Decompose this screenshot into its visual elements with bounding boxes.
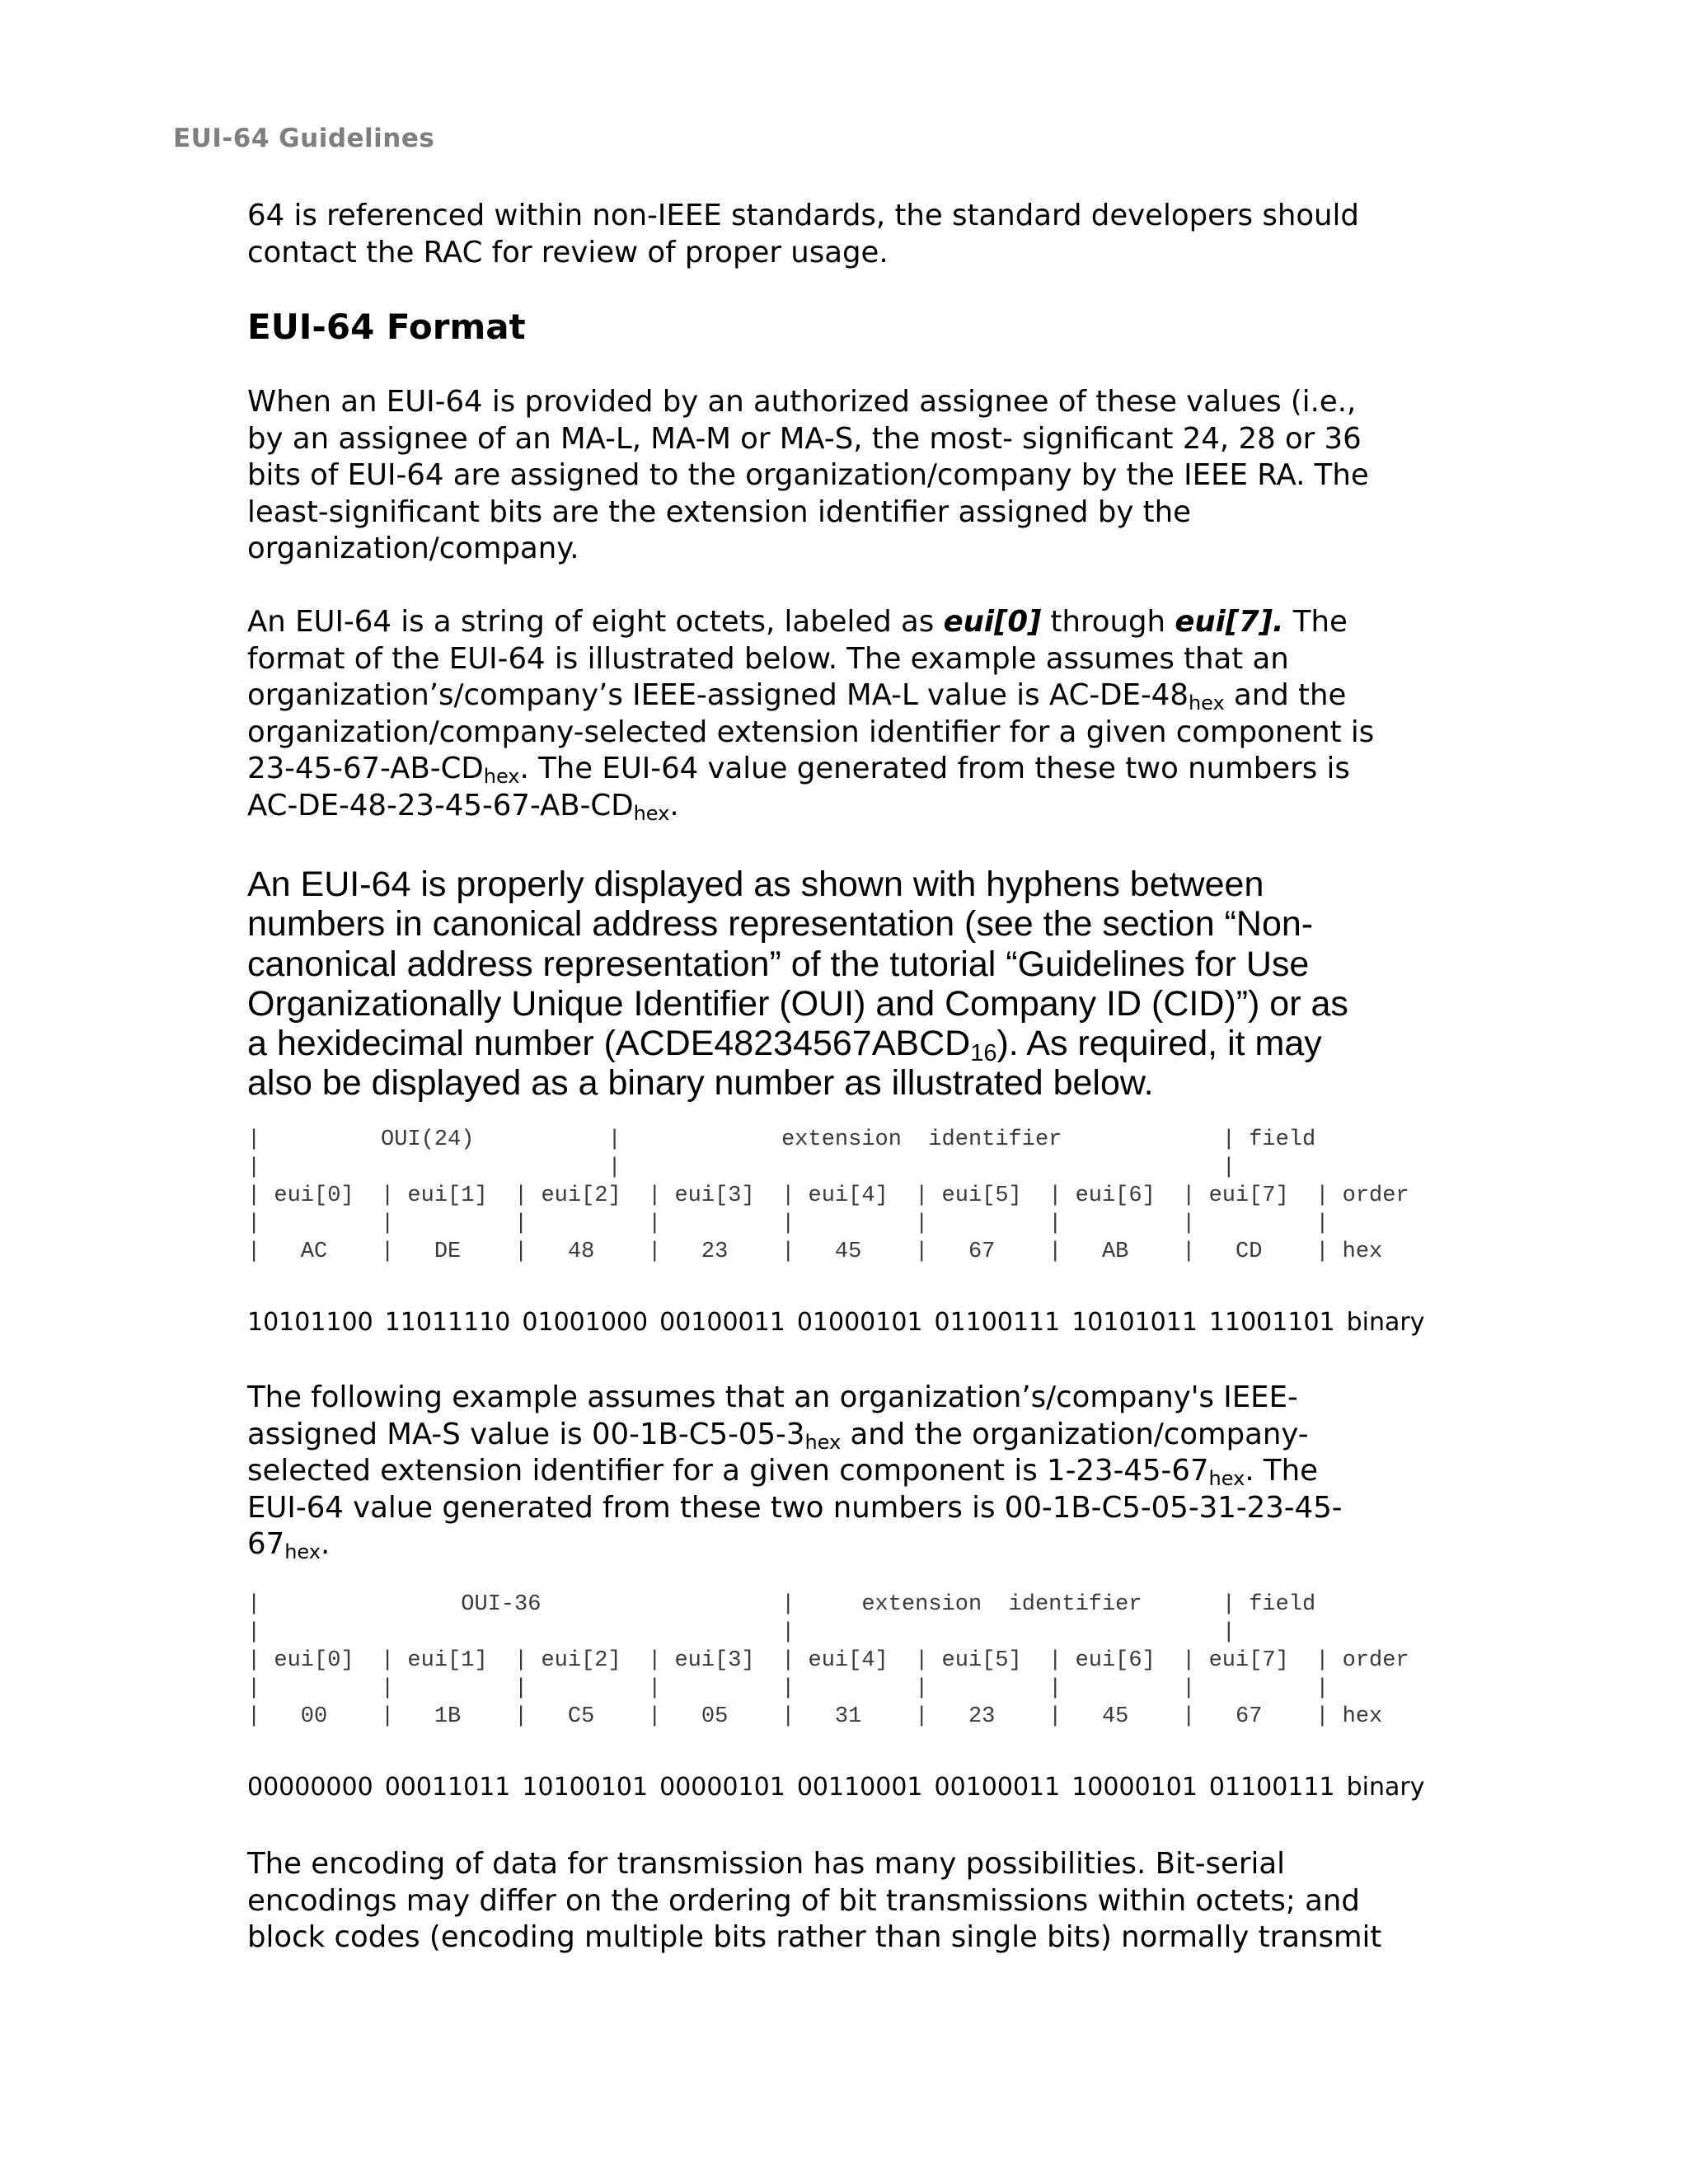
text-line: canonical address representation” of the tutorial “Guidelines for Use bbox=[247, 944, 1310, 984]
text-line: also be displayed as a binary number as illustrated below. bbox=[247, 1063, 1154, 1104]
table-row: | eui[0] | eui[1] | eui[2] | eui[3] | eui[4] | eui[5] | eui[6] | eui[7] | order bbox=[247, 1648, 1409, 1673]
binary-label: binary bbox=[1346, 1308, 1425, 1337]
text-line: format of the EUI-64 is illustrated below. The example assumes that an bbox=[247, 641, 1289, 676]
table-row: | | | | | | | | | bbox=[247, 1212, 1329, 1236]
text-line: EUI-64 value generated from these two numbers is 00-1B-C5-05-31-23-45- bbox=[247, 1490, 1343, 1525]
text-line: assigned MA-S value is $00-1B-C5-05-3_{hex}$ and the organization/company- bbox=[247, 1417, 1309, 1454]
text-line: organization/company-selected extension identifier for a given component is bbox=[247, 715, 1375, 749]
table-row: | | | bbox=[247, 1155, 1236, 1180]
table-row: | OUI(24) | extension identifier | field bbox=[247, 1127, 1316, 1152]
binary-octet: 00100011 bbox=[934, 1773, 1061, 1802]
binary-octet: 00000101 bbox=[659, 1773, 785, 1802]
binary-octet: 01100111 bbox=[1208, 1773, 1335, 1802]
format-paragraph bbox=[247, 384, 1434, 568]
text-line: by an assignee of an MA-L, MA-M or MA-S, the most- significant 24, 28 or 36 bbox=[247, 421, 1362, 456]
text-line: An EUI-64 is a string of eight octets, labeled as eui[0] through eui[7]. The bbox=[247, 605, 1348, 639]
binary-label: binary bbox=[1346, 1773, 1425, 1802]
text-line: The encoding of data for transmission has many possibilities. Bit-serial bbox=[247, 1847, 1285, 1881]
text-line: selected extension identifier for a given component is $1-23-45-67_{hex}$. The bbox=[247, 1454, 1318, 1491]
binary-octet: 10101100 bbox=[247, 1308, 373, 1337]
binary-octet: 00000000 bbox=[247, 1773, 373, 1802]
binary-octet: 00100011 bbox=[659, 1308, 785, 1337]
text-line: encodings may differ on the ordering of bit transmissions within octets; and bbox=[247, 1883, 1360, 1918]
text-line: $23-45-67-AB-CD_{hex}$. The EUI-64 value generated from these two numbers is bbox=[247, 752, 1350, 789]
text-line: 64 is referenced within non-IEEE standards, the standard developers should bbox=[247, 199, 1359, 232]
text-line: contact the RAC for review of proper usage. bbox=[247, 235, 889, 269]
table-row: | 00 | 1B | C5 | 05 | 31 | 23 | 45 | 67 | hex bbox=[247, 1704, 1383, 1729]
binary-octet: 11011110 bbox=[384, 1308, 511, 1337]
table-row: | | | | | | | | | bbox=[247, 1676, 1329, 1701]
binary-row-1 bbox=[247, 1308, 1437, 1337]
text-line: a hexidecimal number $(ACDE48234567ABCD_{16})$. As required, it may bbox=[247, 1024, 1322, 1067]
text-line: When an EUI-64 is provided by an authorized assignee of these values (i.e., bbox=[247, 385, 1357, 419]
running-header: EUI-64 Guidelines bbox=[173, 124, 435, 153]
eui0-term: eui[0] bbox=[943, 605, 1042, 639]
eui7-term: eui[7]. bbox=[1175, 605, 1284, 639]
ma-s-example-paragraph bbox=[247, 1380, 1434, 1563]
eui64-format-table-2 bbox=[247, 1592, 1409, 1741]
octets-paragraph bbox=[247, 604, 1434, 825]
section-heading: EUI-64 Format bbox=[247, 307, 526, 347]
table-row: | | | bbox=[247, 1620, 1236, 1645]
eui64-format-table-1 bbox=[247, 1127, 1409, 1276]
binary-octet: 00011011 bbox=[384, 1773, 511, 1802]
text-line: organization/company. bbox=[247, 532, 579, 566]
text-line: $67_{hex}$. bbox=[247, 1527, 331, 1564]
text-line: numbers in canonical address representation (see the section “Non- bbox=[247, 904, 1314, 944]
text-line: Organizationally Unique Identifier (OUI) and Company ID (CID)”) or as bbox=[247, 983, 1348, 1024]
encoding-paragraph bbox=[247, 1846, 1434, 1957]
binary-octet: 01000101 bbox=[796, 1308, 923, 1337]
text-line: bits of EUI-64 are assigned to the organization/company by the IEEE RA. The bbox=[247, 458, 1369, 493]
text-line: An EUI-64 is properly displayed as shown with hyphens between bbox=[247, 865, 1264, 904]
table-row: | AC | DE | 48 | 23 | 45 | 67 | AB | CD | hex bbox=[247, 1240, 1383, 1264]
binary-octet: 00110001 bbox=[796, 1773, 923, 1802]
intro-paragraph bbox=[247, 198, 1434, 271]
binary-octet: 01001000 bbox=[522, 1308, 649, 1337]
binary-row-2 bbox=[247, 1773, 1437, 1802]
table-row: | OUI-36 | extension identifier | field bbox=[247, 1592, 1316, 1617]
text-line: organization’s/company’s IEEE-assigned MA-L value is $AC-DE-48_{hex}$ and the bbox=[247, 678, 1347, 715]
text-line: $AC-DE-48-23-45-67-AB-CD_{hex}$. bbox=[247, 788, 679, 825]
binary-octet: 11001101 bbox=[1208, 1308, 1335, 1337]
binary-octet: 10000101 bbox=[1071, 1773, 1198, 1802]
display-paragraph bbox=[247, 865, 1451, 1104]
text-line: least-significant bits are the extension identifier assigned by the bbox=[247, 494, 1191, 529]
table-row: | eui[0] | eui[1] | eui[2] | eui[3] | eui[4] | eui[5] | eui[6] | eui[7] | order bbox=[247, 1183, 1409, 1208]
text-line: block codes (encoding multiple bits rather than single bits) normally transmit bbox=[247, 1920, 1382, 1955]
text-line: The following example assumes that an organization’s/company's IEEE- bbox=[247, 1380, 1298, 1414]
binary-octet: 01100111 bbox=[934, 1308, 1061, 1337]
binary-octet: 10101011 bbox=[1071, 1308, 1198, 1337]
binary-octet: 10100101 bbox=[522, 1773, 649, 1802]
